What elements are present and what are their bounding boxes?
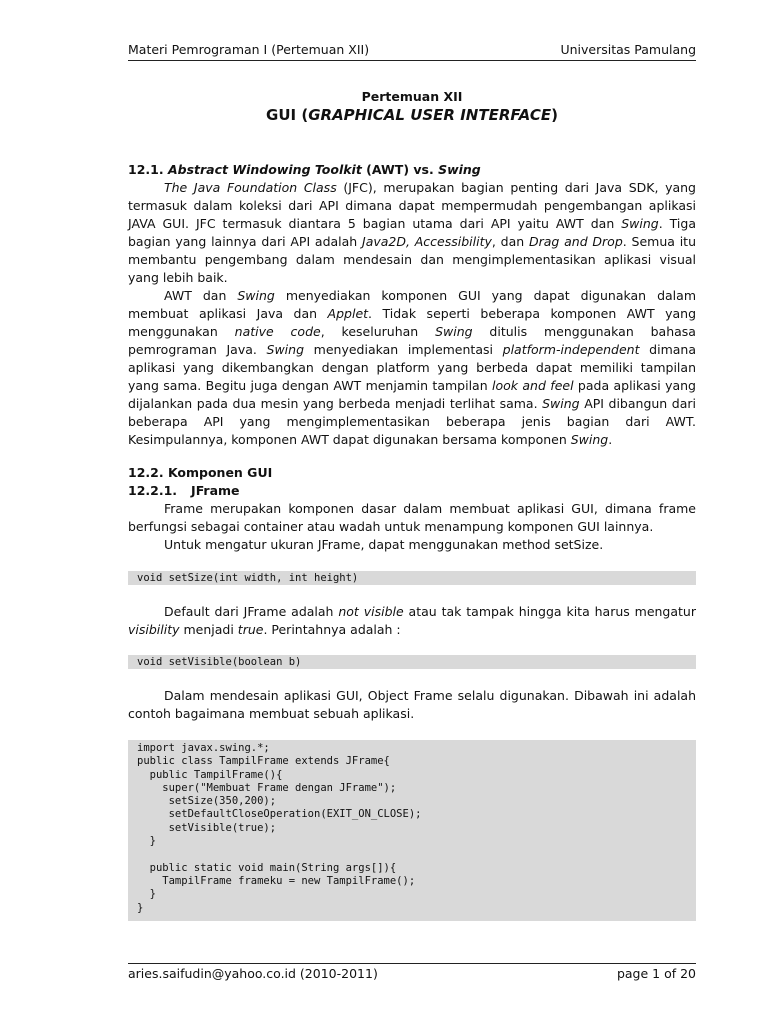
text-run: pada aplikasi yang dijalankan pada dua mesin yang berbeda menjadi terlihat sama. bbox=[128, 378, 696, 411]
text-run: Swing bbox=[621, 216, 659, 231]
chapter-title bbox=[128, 106, 696, 124]
code-line bbox=[137, 848, 687, 861]
paragraph-example bbox=[128, 687, 696, 723]
text-run: . Semua itu membantu pengembang dalam mendesain dan mengimplementasikan aplikasi visual yang lebih baik. bbox=[128, 234, 696, 285]
chapter-title-italic: GRAPHICAL USER INTERFACE bbox=[308, 106, 552, 124]
code-line: TampilFrame frameku = new TampilFrame(); bbox=[137, 874, 416, 887]
code-line: } bbox=[137, 888, 156, 901]
section-12-1-body bbox=[128, 179, 696, 449]
code-line: public class TampilFrame extends JFrame{ bbox=[137, 755, 390, 768]
paragraph-frame bbox=[128, 500, 696, 536]
meeting-title: Pertemuan XII bbox=[361, 89, 463, 104]
text-run: Drag and Drop bbox=[528, 234, 623, 249]
subsection-title: JFrame bbox=[191, 483, 240, 498]
text-run: Dalam mendesain aplikasi GUI, Object Frame selalu digunakan. Dibawah ini adalah contoh bagaimana membuat sebuah aplikasi. bbox=[128, 688, 696, 721]
text-run: (JFC), merupakan bagian penting dari Java SDK, yang termasuk dalam koleksi dari API dimana dapat mempermudah pengembangan aplikasi JAVA GUI. JFC termasuk diantara 5 bagian utama dari API yaitu AWT dan bbox=[128, 180, 696, 231]
text-run: dimana aplikasi yang dikembangkan dengan platform yang berbeda dapat memiliki tampilan yang sama. Begitu juga dengan AWT menjamin tampilan bbox=[128, 342, 696, 393]
text-run: Swing bbox=[237, 288, 275, 303]
text-run: menjadi bbox=[179, 622, 238, 637]
text-run: Frame merupakan komponen dasar dalam membuat aplikasi GUI, dimana frame berfungsi sebagai container atau wadah untuk menampung komponen GUI lainnya. bbox=[128, 501, 696, 534]
text-run: not visible bbox=[338, 604, 404, 619]
text-run: . Perintahnya adalah : bbox=[263, 622, 401, 637]
code-setsize: void setSize(int width, int height) bbox=[128, 571, 696, 585]
code-setvisible: void setVisible(boolean b) bbox=[128, 655, 696, 669]
text-run: Swing bbox=[266, 342, 305, 357]
text-run: menyediakan komponen GUI yang dapat digunakan dalam membuat aplikasi Java dan bbox=[128, 288, 696, 321]
section-number: 12.1. bbox=[128, 162, 164, 177]
code-line: public static void main(String args[]){ bbox=[137, 861, 397, 874]
code-line: setSize(350,200); bbox=[137, 795, 277, 808]
chapter-title-suffix: ) bbox=[551, 106, 558, 124]
chapter-title-prefix: GUI ( bbox=[266, 106, 309, 124]
code-line: public TampilFrame(){ bbox=[137, 768, 283, 781]
text-run: platform-independent bbox=[502, 342, 640, 357]
code-line: setVisible(true); bbox=[137, 821, 277, 834]
text-run: AWT dan bbox=[164, 288, 238, 303]
page-header bbox=[128, 42, 696, 61]
text-run: ditulis menggunakan bahasa pemrograman Java. bbox=[128, 324, 696, 357]
page-footer bbox=[128, 963, 696, 982]
text-run: , dan bbox=[491, 234, 529, 249]
text-run: true bbox=[237, 622, 264, 637]
text-run: . Tidak seperti beberapa komponen AWT yang menggunakan bbox=[128, 306, 696, 339]
text-run: , keseluruhan bbox=[320, 324, 436, 339]
text-run: Swing bbox=[542, 396, 580, 411]
section-12-1-heading bbox=[128, 161, 481, 179]
paragraph-awt-swing bbox=[128, 287, 696, 449]
code-line: super("Membuat Frame dengan JFrame"); bbox=[137, 781, 397, 794]
code-line: } bbox=[137, 835, 156, 848]
paragraph-jfc bbox=[128, 179, 696, 287]
text-run: Java2D, Accessibility bbox=[362, 234, 492, 249]
example-intro bbox=[128, 687, 696, 723]
header-university: Universitas Pamulang bbox=[560, 42, 696, 57]
text-run: Swing bbox=[570, 432, 609, 447]
text-run: visibility bbox=[128, 622, 180, 637]
code-line: import javax.swing.*; bbox=[137, 742, 270, 754]
text-run: atau tak tampak hingga kita harus mengatur bbox=[403, 604, 696, 619]
text-run: menyediakan implementasi bbox=[304, 342, 503, 357]
section-title-italic-2: Swing bbox=[438, 162, 481, 177]
code-line: } bbox=[137, 901, 144, 914]
footer-email: aries.saifudin@yahoo.co.id (2010-2011) bbox=[128, 966, 378, 981]
text-run: . Tiga bagian yang lainnya dari API adalah bbox=[128, 216, 697, 249]
code-example-block bbox=[128, 740, 696, 921]
text-run: look and feel bbox=[492, 378, 574, 393]
text-run: The Java Foundation Class bbox=[164, 180, 337, 195]
subsection-12-2-1-heading bbox=[128, 482, 240, 500]
text-run: Applet bbox=[327, 306, 369, 321]
section-12-2-heading: 12.2. Komponen GUI bbox=[128, 465, 273, 480]
section-title-mid: (AWT) vs. bbox=[361, 162, 439, 177]
header-course-title: Materi Pemrograman I (Pertemuan XII) bbox=[128, 42, 370, 57]
visibility-text bbox=[128, 603, 696, 639]
text-run: Swing bbox=[435, 324, 473, 339]
text-run: . bbox=[608, 432, 613, 447]
paragraph-visibility bbox=[128, 603, 696, 639]
text-run: API dibangun dari beberapa API yang mengimplementasikan beberapa jenis bagian dari AWT. Kesimpulannya, komponen AWT dapat digunakan bersama komponen bbox=[128, 396, 697, 447]
text-run: Default dari JFrame adalah bbox=[164, 604, 339, 619]
jframe-intro bbox=[128, 500, 696, 554]
code-line: setDefaultCloseOperation(EXIT_ON_CLOSE); bbox=[137, 808, 422, 821]
text-run: Untuk mengatur ukuran JFrame, dapat menggunakan method setSize. bbox=[164, 537, 604, 552]
footer-page-number: page 1 of 20 bbox=[616, 966, 696, 981]
paragraph-setsize bbox=[128, 536, 696, 554]
section-title-italic-1: Abstract Windowing Toolkit bbox=[167, 162, 362, 177]
text-run: native code bbox=[234, 324, 321, 339]
subsection-number: 12.2.1. bbox=[128, 483, 178, 498]
